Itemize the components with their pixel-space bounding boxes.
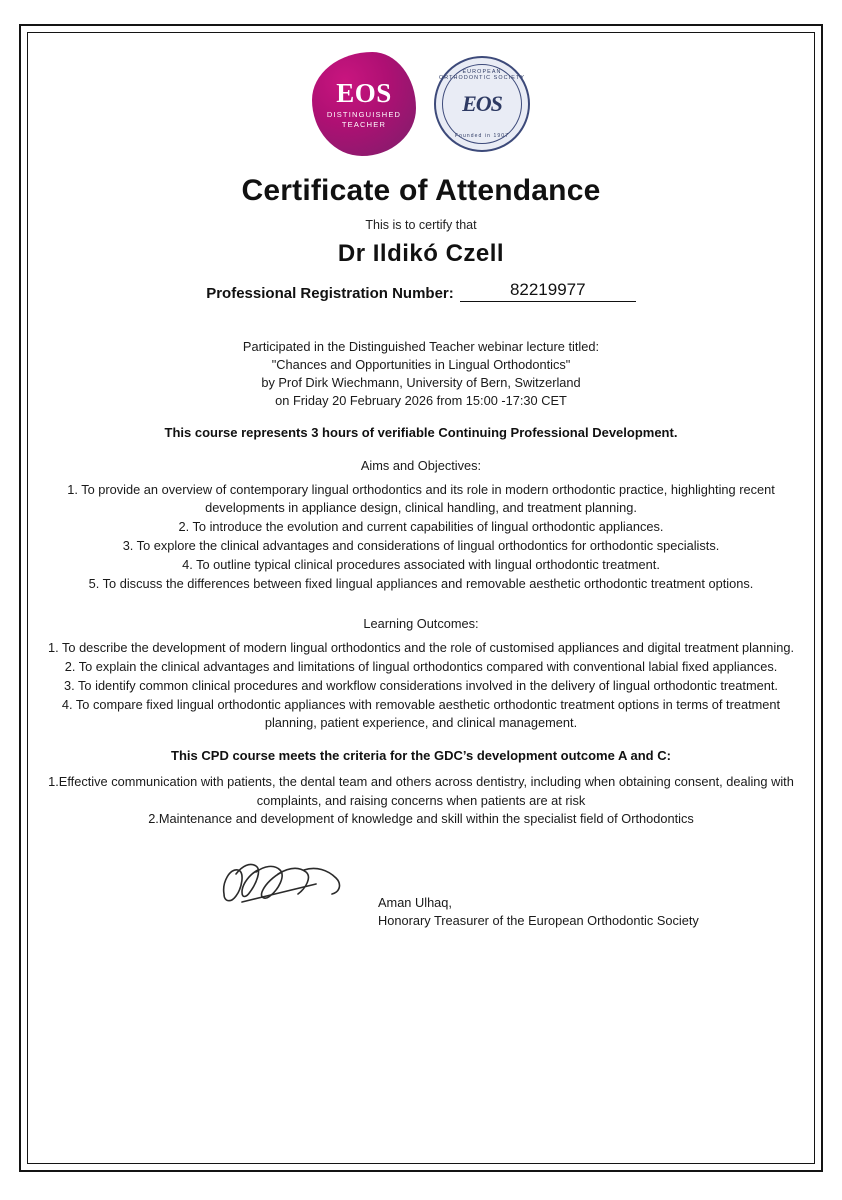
- aims-heading: Aims and Objectives:: [360, 457, 482, 473]
- recipient-name: Dr Ildikó Czell: [337, 240, 505, 267]
- certificate-content: [40, 40, 802, 1156]
- eos-society-seal-icon: [434, 56, 530, 152]
- list-item: 1.Effective communication with patients, the dental team and others across dentistry, including when obtaining consent, dealing with complaints, and raising concerns when patients are at risk: [48, 774, 794, 808]
- eos-logo-sub1: DISTINGUISHED: [326, 110, 402, 119]
- page-title: Certificate of Attendance: [241, 174, 601, 207]
- list-item: 1. To describe the development of modern lingual orthodontics and the role of customised appliances and digital treatment planning.: [48, 639, 795, 655]
- logo-row: [40, 40, 802, 156]
- registration-label: Professional Registration Number:: [206, 285, 454, 302]
- registration-row: [40, 280, 802, 302]
- gdc-outcomes-list: [40, 773, 802, 827]
- signature-text: [378, 894, 699, 930]
- outcomes-heading: Learning Outcomes:: [363, 615, 479, 631]
- list-item: 5. To discuss the differences between fixed lingual appliances and removable aesthetic orthodontic treatment options.: [88, 576, 754, 592]
- gdc-outcomes-heading: This CPD course meets the criteria for the GDC’s development outcome A and C:: [171, 748, 671, 764]
- certify-line: This is to certify that: [365, 218, 477, 232]
- participation-line-4: on Friday 20 February 2026 from 15:00 -17:30 CET: [275, 393, 567, 409]
- seal-arc-top-text: EUROPEAN ORTHODONTIC SOCIETY: [438, 69, 526, 81]
- outcomes-list: [40, 639, 802, 733]
- list-item: 4. To outline typical clinical procedures associated with lingual orthodontic treatment.: [182, 557, 660, 573]
- registration-number: 82219977: [509, 280, 586, 299]
- list-item: 1. To provide an overview of contemporary lingual orthodontics and its role in modern orthodontic practice, highlighting recent developments in appliance design, clinical handling, and treatment planning.: [67, 481, 775, 515]
- signatory-role: Honorary Treasurer of the European Orthodontic Society: [378, 912, 699, 928]
- list-item: 2. To explain the clinical advantages and limitations of lingual orthodontics compared with conventional labial fixed appliances.: [64, 658, 778, 674]
- signature-icon: [212, 850, 362, 920]
- list-item: 2.Maintenance and development of knowledge and skill within the specialist field of Orthodontics: [148, 810, 694, 826]
- signatory-name: Aman Ulhaq,: [378, 894, 452, 910]
- eos-logo-sub2: TEACHER: [341, 119, 387, 129]
- eos-distinguished-teacher-logo: [312, 52, 416, 156]
- cpd-hours-statement: This course represents 3 hours of verifiable Continuing Professional Development.: [164, 424, 678, 440]
- list-item: 3. To explore the clinical advantages and considerations of lingual orthodontics for orthodontic specialists.: [122, 538, 720, 554]
- eos-logo-word: EOS: [336, 78, 392, 108]
- participation-line-1: Participated in the Distinguished Teacher webinar lecture titled:: [242, 339, 600, 354]
- participation-line-3: by Prof Dirk Wiechmann, University of Bern, Switzerland: [261, 375, 581, 391]
- list-item: 2. To introduce the evolution and current capabilities of lingual orthodontic appliances.: [178, 518, 664, 534]
- signature-area: [40, 852, 802, 944]
- seal-monogram: EOS: [462, 91, 502, 116]
- aims-list: [40, 481, 802, 594]
- participation-block: [40, 338, 802, 411]
- seal-arc-bottom-text: Founded in 1907: [454, 133, 510, 139]
- participation-line-2: "Chances and Opportunities in Lingual Orthodontics": [271, 357, 571, 373]
- registration-value-field: [460, 280, 636, 302]
- list-item: 4. To compare fixed lingual orthodontic appliances with removable aesthetic orthodontic treatment options in terms of treatment planning, patient experience, and clinical management.: [61, 697, 781, 731]
- list-item: 3. To identify common clinical procedures and workflow considerations involved in the delivery of lingual orthodontic treatment.: [64, 677, 778, 693]
